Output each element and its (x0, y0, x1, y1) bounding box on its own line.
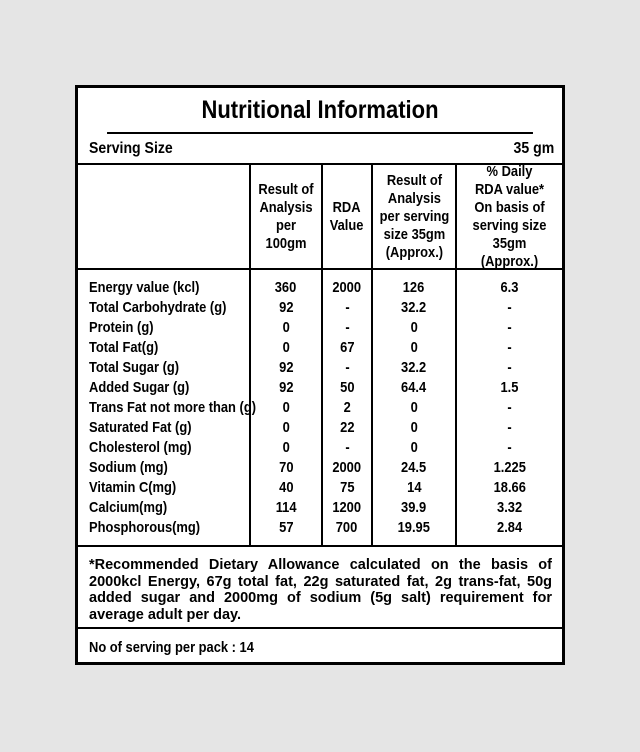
per-100gm-value: 70 (278, 459, 294, 476)
per-100gm-value: 360 (275, 279, 297, 296)
nutrient-name: Trans Fat not more than (g) (89, 399, 257, 416)
table-row (78, 478, 562, 498)
per-100gm-value: 0 (282, 399, 290, 416)
nutrient-name: Calcium(mg) (89, 499, 168, 516)
header-per-100gm: Result of Analysis per 100gm (258, 180, 314, 252)
servings-per-pack: No of serving per pack : 14 (89, 638, 254, 656)
table-row (78, 518, 562, 538)
rda-value: 700 (336, 519, 358, 536)
nutrient-name: Energy value (kcl) (89, 279, 200, 296)
table-row (78, 378, 562, 398)
daily-rda-percent: - (507, 419, 512, 436)
header-rda-value: RDA Value (330, 198, 364, 234)
per-100gm-value: 0 (282, 439, 290, 456)
daily-rda-percent: 2.84 (496, 519, 523, 536)
rda-value: 2000 (332, 459, 362, 476)
per-100gm-value: 0 (282, 419, 290, 436)
nutrient-table (78, 162, 562, 547)
table-row (78, 338, 562, 358)
daily-rda-percent: 1.225 (493, 459, 526, 476)
nutrient-name: Added Sugar (g) (89, 379, 190, 396)
header-daily-rda: % Daily RDA value* On basis of serving size 35gm (Approx.) (472, 162, 547, 270)
nutrient-name: Total Carbohydrate (g) (89, 299, 227, 316)
daily-rda-percent: - (507, 339, 512, 356)
daily-rda-percent: - (507, 439, 512, 456)
nutrition-label (75, 85, 565, 665)
daily-rda-percent: 6.3 (500, 279, 519, 296)
daily-rda-percent: - (507, 299, 512, 316)
per-serving-value: 0 (410, 399, 418, 416)
rda-value: - (344, 299, 350, 316)
rda-value: 67 (339, 339, 355, 356)
per-serving-value: 0 (410, 439, 418, 456)
table-row (78, 458, 562, 478)
rda-value: - (344, 439, 350, 456)
per-serving-value: 0 (410, 339, 418, 356)
per-serving-value: 0 (410, 319, 418, 336)
rda-value: 1200 (332, 499, 362, 516)
serving-size-row (78, 134, 562, 165)
per-serving-value: 64.4 (401, 379, 427, 396)
per-100gm-value: 114 (275, 499, 297, 516)
table-row (78, 278, 562, 298)
daily-rda-percent: - (507, 359, 512, 376)
per-serving-value: 32.2 (401, 299, 427, 316)
nutrient-rows (78, 278, 562, 538)
per-serving-value: 19.95 (397, 519, 431, 536)
table-row (78, 358, 562, 378)
label-title: Nutritional Information (107, 88, 533, 134)
serving-size-value: 35 gm (513, 139, 554, 157)
header-per-serving: Result of Analysis per serving size 35gm (Approx.) (379, 171, 449, 261)
rda-value: 2000 (332, 279, 362, 296)
daily-rda-percent: 18.66 (493, 479, 526, 496)
daily-rda-percent: - (507, 319, 512, 336)
per-100gm-value: 92 (278, 359, 294, 376)
nutrient-name: Total Sugar (g) (89, 359, 180, 376)
rda-value: 75 (339, 479, 355, 496)
per-100gm-value: 57 (278, 519, 294, 536)
serving-size-label: Serving Size (89, 139, 173, 157)
per-serving-value: 24.5 (401, 459, 427, 476)
daily-rda-percent: 3.32 (496, 499, 523, 516)
table-row (78, 318, 562, 338)
rda-value: 50 (339, 379, 355, 396)
nutrient-name: Saturated Fat (g) (89, 419, 192, 436)
nutrient-name: Sodium (mg) (89, 459, 168, 476)
per-100gm-value: 0 (282, 339, 290, 356)
daily-rda-percent: 1.5 (500, 379, 519, 396)
table-row (78, 498, 562, 518)
per-100gm-value: 92 (278, 379, 294, 396)
per-serving-value: 126 (403, 279, 425, 296)
nutrient-name: Protein (g) (89, 319, 154, 336)
nutrient-name: Vitamin C(mg) (89, 479, 177, 496)
per-serving-value: 14 (406, 479, 422, 496)
daily-rda-percent: - (507, 399, 512, 416)
rda-value: 2 (343, 399, 351, 416)
table-row (78, 398, 562, 418)
nutrient-name: Cholesterol (mg) (89, 439, 192, 456)
per-serving-value: 0 (410, 419, 418, 436)
per-100gm-value: 0 (282, 319, 290, 336)
nutrient-name: Phosphorous(mg) (89, 519, 201, 536)
rda-footnote: *Recommended Dietary Allowance calculated on the basis of 2000kcl Energy, 67g total fat, 22g saturated fat, 2g trans-fat, 50g added sugar and 2000mg of sodium (5g salt) requirement for average adult per day. (78, 547, 562, 629)
rda-value: - (344, 359, 350, 376)
rda-value: - (344, 319, 350, 336)
table-row (78, 298, 562, 318)
table-row (78, 438, 562, 458)
nutrient-name: Total Fat(g) (89, 339, 159, 356)
per-100gm-value: 40 (278, 479, 294, 496)
per-serving-value: 39.9 (401, 499, 427, 516)
per-serving-value: 32.2 (401, 359, 427, 376)
table-row (78, 418, 562, 438)
rda-value: 22 (339, 419, 355, 436)
per-100gm-value: 92 (278, 299, 294, 316)
